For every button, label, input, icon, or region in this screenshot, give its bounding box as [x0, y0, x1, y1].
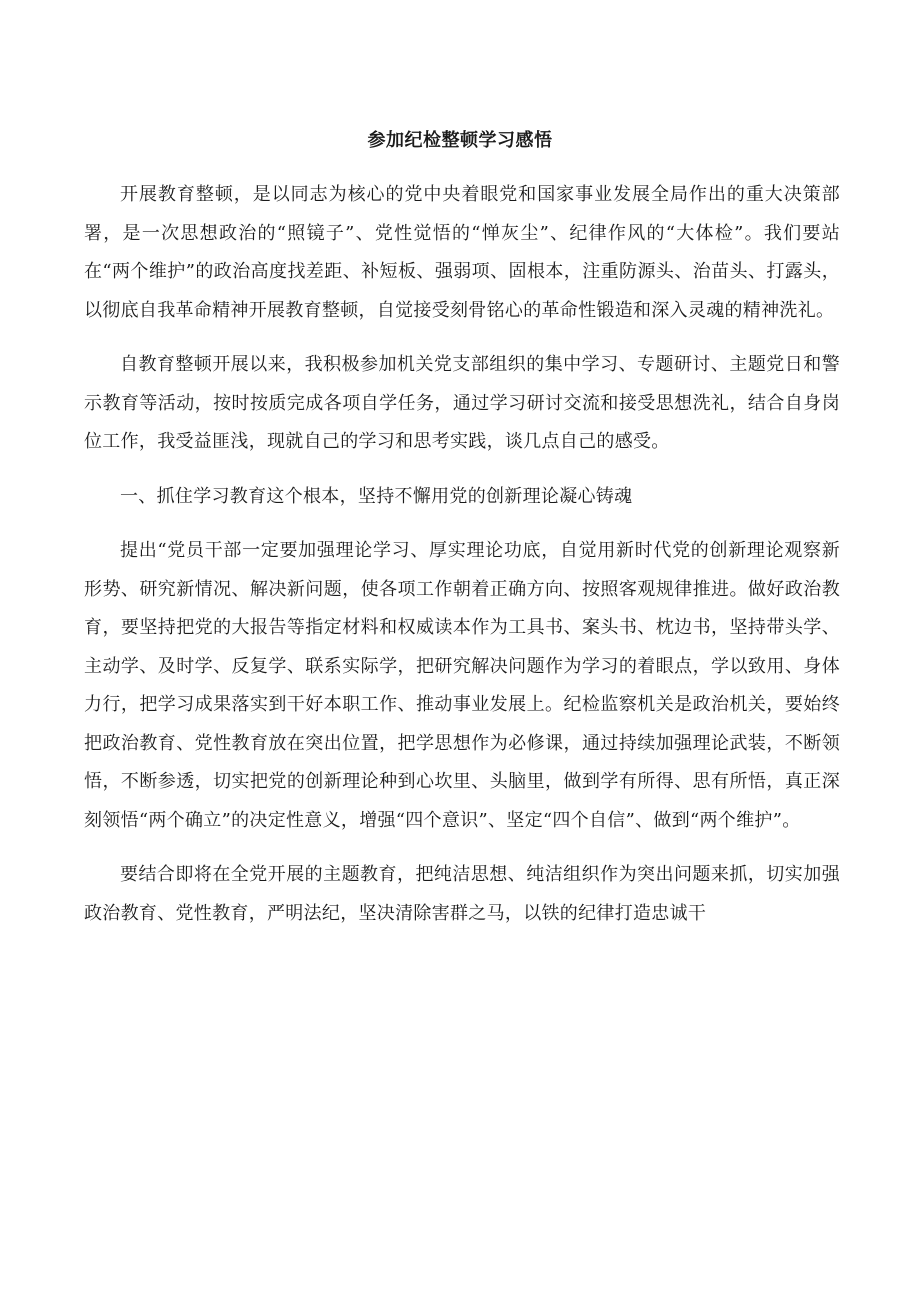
paragraph-intro: 开展教育整顿，是以同志为核心的党中央着眼党和国家事业发展全局作出的重大决策部署，是一次思想政治的“照镜子”、党性觉悟的“惮灰尘”、纪律作风的“大体检”。我们要站在“两个维护”的政治高度找差距、补短板、强弱项、固根本，注重防源头、治苗头、打露头，以彻底自我革命精神开展教育整顿，自觉接受刻骨铭心的革命性锻造和深入灵魂的精神洗礼。 — [84, 184, 840, 321]
section-heading-1: 一、抓住学习教育这个根本，坚持不懈用党的创新理论凝心铸魂 — [120, 485, 633, 507]
document-body — [84, 176, 840, 949]
paragraph-theory-study: 提出“党员干部一定要加强理论学习、厚实理论功底，自觉用新时代党的创新理论观察新形势、研究新情况、解决新问题，使各项工作朝着正确方向、按照客观规律推进。做好政治教育，要坚持把党的大报告等指定材料和权威读本作为工具书、案头书、枕边书，坚持带头学、主动学、及时学、反复学、联系实际学，把研究解决问题作为学习的着眼点，学以致用、身体力行，把学习成果落实到干好本职工作、推动事业发展上。纪检监察机关是政治机关，要始终把政治教育、党性教育放在突出位置，把学思想作为必修课，通过持续加强理论武装，不断领悟，不断参透，切实把党的创新理论种到心坎里、头脑里，做到学有所得、思有所悟，真正深刻领悟“两个确立”的决定性意义，增强“四个意识”、坚定“四个自信”、做到“两个维护”。 — [84, 540, 840, 831]
paragraph-experience: 自教育整顿开展以来，我积极参加机关党支部组织的集中学习、专题研讨、主题党日和警示教育等活动，按时按质完成各项自学任务，通过学习研讨交流和接受思想洗礼，结合自身岗位工作，我受益匪浅，现就自己的学习和思考实践，谈几点自己的感受。 — [84, 354, 840, 452]
paragraph-theme-education: 要结合即将在全党开展的主题教育，把纯洁思想、纯洁组织作为突出问题来抓，切实加强政治教育、党性教育，严明法纪，坚决清除害群之马，以铁的纪律打造忠诚干 — [84, 864, 840, 924]
document-title: 参加纪检整顿学习感悟 — [367, 130, 553, 151]
